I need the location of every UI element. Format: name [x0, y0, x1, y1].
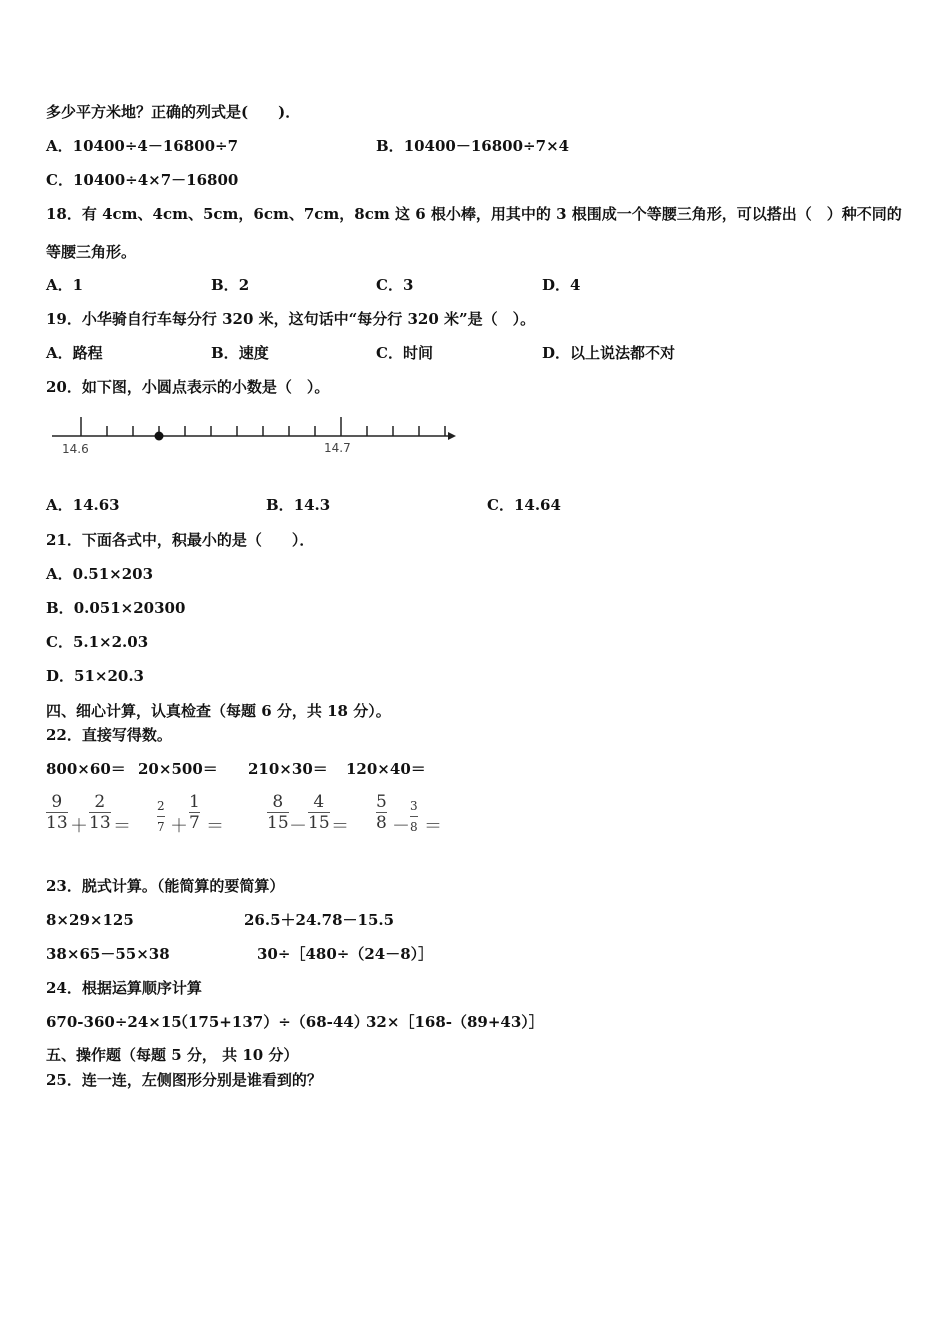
option-text: 4 — [570, 276, 581, 294]
q18-stem-line2: 等腰三角形。 — [46, 243, 137, 261]
fraction-denominator: 7 — [189, 813, 200, 833]
operator: ＋ — [170, 816, 188, 837]
number-line-start-label: 14.6 — [62, 442, 89, 456]
q17-option-a[interactable] — [46, 136, 238, 156]
fraction-denominator: 13 — [46, 813, 68, 833]
option-text: 速度 — [238, 344, 269, 362]
q23-item: 30÷［480÷（24－8）］ — [257, 945, 434, 963]
fraction-denominator: 15 — [308, 813, 330, 833]
equals-sign: ＝ — [206, 816, 224, 837]
option-text: 路程 — [72, 344, 103, 362]
fraction — [89, 793, 111, 832]
option-letter: A． — [46, 565, 73, 583]
option-letter: A． — [46, 496, 73, 514]
fraction-numerator: 5 — [376, 792, 387, 812]
q19-option-c[interactable] — [376, 343, 433, 363]
q17-stem-tail: 多少平方米地？正确的列式是( )． — [46, 103, 301, 121]
number-line — [46, 412, 466, 462]
fraction-denominator: 8 — [376, 813, 387, 833]
fraction-numerator: 4 — [313, 792, 325, 812]
option-text: 时间 — [402, 344, 433, 362]
equals-sign: ＝ — [113, 816, 131, 837]
q18-stem-line1: 18．有 4cm、4cm、5cm，6cm、7cm，8cm 这 6 根小棒，用其中的 3 根围成一个等腰三角形，可以搭出（ ）种不同的 — [46, 205, 902, 223]
q23-stem: 23．脱式计算。（能简算的要简算） — [46, 877, 285, 895]
fraction — [410, 797, 418, 836]
q23-item: 38×65－55×38 — [46, 945, 170, 963]
fraction-numerator: 9 — [51, 792, 63, 812]
q21-option-c[interactable] — [46, 632, 148, 652]
q19-option-a[interactable] — [46, 343, 103, 363]
q19-option-d[interactable] — [542, 343, 675, 363]
q19-stem: 19．小华骑自行车每分行 320 米，这句话中“每分行 320 米”是（ ）。 — [46, 310, 536, 328]
option-letter: B． — [211, 276, 239, 294]
option-letter: A． — [46, 276, 73, 294]
fraction-denominator: 8 — [410, 820, 418, 834]
q17-option-b[interactable] — [376, 136, 569, 156]
fraction — [46, 793, 68, 832]
fraction-denominator: 13 — [89, 813, 111, 833]
q21-option-b[interactable] — [46, 598, 185, 618]
option-letter: B． — [46, 599, 74, 617]
option-letter: C． — [46, 633, 73, 651]
fraction — [157, 797, 165, 836]
option-letter: A． — [46, 344, 73, 362]
q17-option-c[interactable] — [46, 170, 238, 190]
q22-item: 20×500＝ — [138, 760, 218, 778]
equals-sign: ＝ — [331, 816, 349, 837]
option-text: 10400÷4×7－16800 — [72, 171, 239, 189]
option-letter: B． — [376, 137, 404, 155]
option-text: 14.63 — [72, 496, 120, 514]
section-5-heading: 五、操作题（每题 5 分， 共 10 分） — [46, 1046, 299, 1064]
q22-stem: 22．直接写得数。 — [46, 726, 172, 744]
option-text: 0.051×20300 — [73, 599, 186, 617]
operator: ＋ — [70, 816, 88, 837]
option-text: 3 — [402, 276, 414, 294]
q25-stem: 25．连一连，左侧图形分别是谁看到的？ — [46, 1071, 322, 1089]
option-letter: D． — [46, 667, 75, 685]
fraction — [189, 793, 200, 832]
q21-option-d[interactable] — [46, 666, 144, 686]
fraction — [267, 793, 289, 832]
fraction-numerator: 2 — [157, 799, 165, 813]
fraction-numerator: 2 — [94, 792, 106, 812]
operator: － — [289, 816, 307, 837]
q24-item: （175+137）÷（68-44） — [173, 1013, 369, 1031]
option-letter: C． — [46, 171, 73, 189]
q20-option-a[interactable] — [46, 495, 120, 515]
option-letter: B． — [211, 344, 239, 362]
option-text: 2 — [238, 276, 250, 294]
fraction-numerator: 1 — [189, 792, 200, 812]
option-text: 51×20.3 — [74, 667, 144, 685]
option-letter: B． — [266, 496, 294, 514]
option-text: 10400÷4－16800÷7 — [72, 137, 239, 155]
operator: － — [392, 816, 410, 837]
fraction-denominator: 15 — [267, 813, 289, 833]
fraction-numerator: 3 — [410, 799, 418, 813]
q20-stem: 20．如下图，小圆点表示的小数是（ ）。 — [46, 378, 330, 396]
fraction — [308, 793, 330, 832]
fraction — [376, 793, 387, 832]
fraction-numerator: 8 — [272, 792, 284, 812]
q18-option-d[interactable] — [542, 275, 580, 295]
option-letter: A． — [46, 137, 73, 155]
option-text: 14.64 — [513, 496, 561, 514]
option-text: 以上说法都不对 — [570, 344, 676, 362]
number-line-dot — [155, 432, 164, 441]
option-letter: C． — [376, 344, 403, 362]
q24-stem: 24．根据运算顺序计算 — [46, 979, 202, 997]
number-line-end-label: 14.7 — [324, 441, 351, 455]
q21-option-a[interactable] — [46, 564, 153, 584]
section-4-heading: 四、细心计算，认真检查（每题 6 分，共 18 分）。 — [46, 702, 391, 720]
q23-item: 26.5＋24.78－15.5 — [244, 911, 395, 929]
q22-item: 800×60＝ — [46, 760, 126, 778]
q19-option-b[interactable] — [211, 343, 269, 363]
q22-item: 210×30＝ — [248, 760, 328, 778]
q21-stem: 21．下面各式中，积最小的是（ ）． — [46, 531, 315, 549]
option-text: 0.51×203 — [72, 565, 154, 583]
q23-item: 8×29×125 — [46, 911, 134, 929]
option-letter: D． — [542, 276, 571, 294]
number-line-arrow-icon — [448, 432, 456, 440]
q18-option-a[interactable] — [46, 275, 83, 295]
option-letter: C． — [487, 496, 514, 514]
equals-sign: ＝ — [424, 816, 442, 837]
q24-item: 32×［168-（89+43）］ — [366, 1013, 544, 1031]
q22-item: 120×40＝ — [346, 760, 426, 778]
option-text: 10400－16800÷7×4 — [403, 137, 570, 155]
option-text: 1 — [72, 276, 84, 294]
option-letter: D． — [542, 344, 571, 362]
q18-option-b[interactable] — [211, 275, 249, 295]
q24-item: 670-360÷24×15 — [46, 1013, 182, 1031]
fraction-denominator: 7 — [157, 820, 165, 834]
q20-option-b[interactable] — [266, 495, 330, 515]
option-letter: C． — [376, 276, 403, 294]
q20-option-c[interactable] — [487, 495, 561, 515]
option-text: 14.3 — [293, 496, 331, 514]
q18-option-c[interactable] — [376, 275, 413, 295]
option-text: 5.1×2.03 — [72, 633, 149, 651]
